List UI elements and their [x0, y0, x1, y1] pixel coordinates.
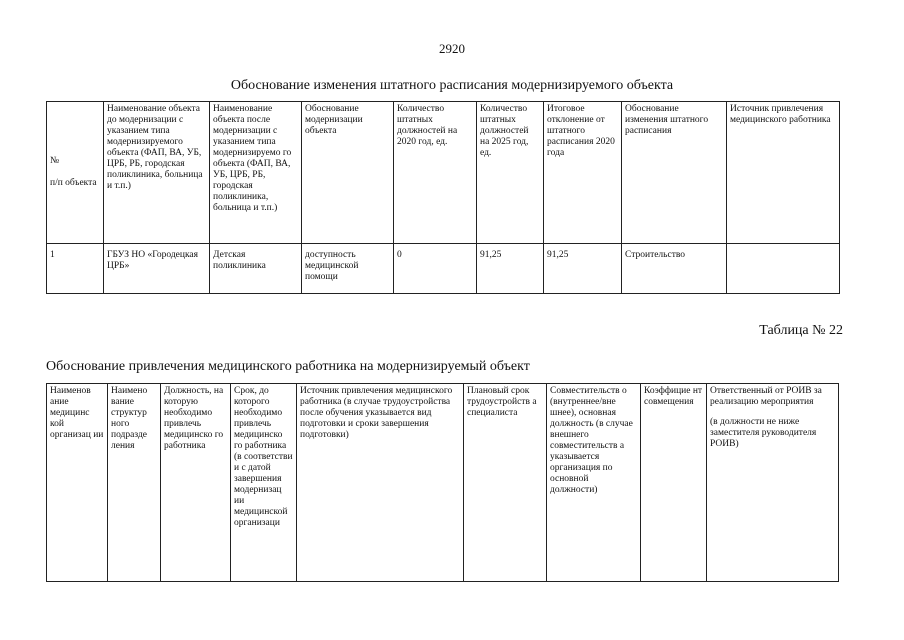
t2-header-responsible-note: (в должности не ниже заместителя руководителя РОИВ)	[710, 417, 817, 449]
t1-header-worker-source: Источник привлечения медицинского работника	[727, 102, 840, 244]
t2-header-responsible-main: Ответственный от РОИВ за реализацию мероприятия	[710, 386, 822, 407]
t2-header-coefficient: Коэффицие нт совмещения	[641, 384, 707, 582]
t2-header-unit: Наимено вание структур ного подразде ления	[108, 384, 161, 582]
t1-cell-number: 1	[47, 244, 104, 294]
table1-title: Обоснование изменения штатного расписания модернизируемого объекта	[230, 78, 674, 93]
t1-cell-staff-2025: 91,25	[477, 244, 544, 294]
t2-header-responsible	[707, 384, 839, 582]
t1-cell-modernization-reason: доступность медицинской помощи	[302, 244, 394, 294]
t2-header-source: Источник привлечения медицинского работника (в случае трудоустройства после обучения указывается вид подготовки и сроки завершения подготовки)	[297, 384, 464, 582]
t2-header-part-time: Совместительств о (внутреннее/вне шнее), основная должность (в случае внешнего совместительств а указывается организация по основной должности)	[547, 384, 641, 582]
t1-cell-staff-2020: 0	[394, 244, 477, 294]
t1-header-name-before: Наименование объекта до модернизации с указанием типа модернизируемого объекта (ФАП, ВА, УБ, ЦРБ, РБ, городская поликлиника, больница и т.п.)	[104, 102, 210, 244]
t1-cell-name-after: Детская поликлиника	[210, 244, 302, 294]
table-number-label: Таблица № 22	[759, 323, 843, 338]
table2-header-row	[47, 384, 839, 582]
t2-header-deadline: Срок, до которого необходимо привлечь медицинско го работника (в соответстви и с датой завершения модернизац ии медицинской организаци	[231, 384, 297, 582]
t1-header-staff-2020: Количество штатных должностей на 2020 год, ед.	[394, 102, 477, 244]
t1-header-change-reason: Обоснование изменения штатного расписания	[622, 102, 727, 244]
page-number: 2920	[439, 41, 465, 56]
t2-header-hiring-date: Плановый срок трудоустройств а специалиста	[464, 384, 547, 582]
t1-header-staff-2025: Количество штатных должностей на 2025 год, ед.	[477, 102, 544, 244]
t1-header-deviation: Итоговое отклонение от штатного расписания 2020 года	[544, 102, 622, 244]
t1-cell-worker-source	[727, 244, 840, 294]
t1-cell-name-before: ГБУЗ НО «Городецкая ЦРБ»	[104, 244, 210, 294]
table2-title: Обоснование привлечения медицинского работника на модернизируемый объект	[46, 359, 530, 374]
t2-header-position: Должность, на которую необходимо привлечь медицинско го работника	[161, 384, 231, 582]
t2-header-organization: Наименов ание медицинс кой организац ии	[47, 384, 108, 582]
table1-header-row	[47, 102, 840, 244]
t1-cell-deviation: 91,25	[544, 244, 622, 294]
t1-cell-change-reason: Строительство	[622, 244, 727, 294]
t1-header-name-after: Наименование объекта после модернизации с указанием типа модернизируемо го объекта (ФАП, ВА, УБ, ЦРБ, РБ, городская поликлиника, больница и т.п.)	[210, 102, 302, 244]
table-row	[47, 244, 840, 294]
t1-header-modernization-reason: Обоснование модернизации объекта	[302, 102, 394, 244]
t1-header-number: № п/п объекта	[47, 102, 104, 244]
staffing-justification-table	[46, 101, 840, 294]
worker-recruitment-table	[46, 383, 839, 582]
